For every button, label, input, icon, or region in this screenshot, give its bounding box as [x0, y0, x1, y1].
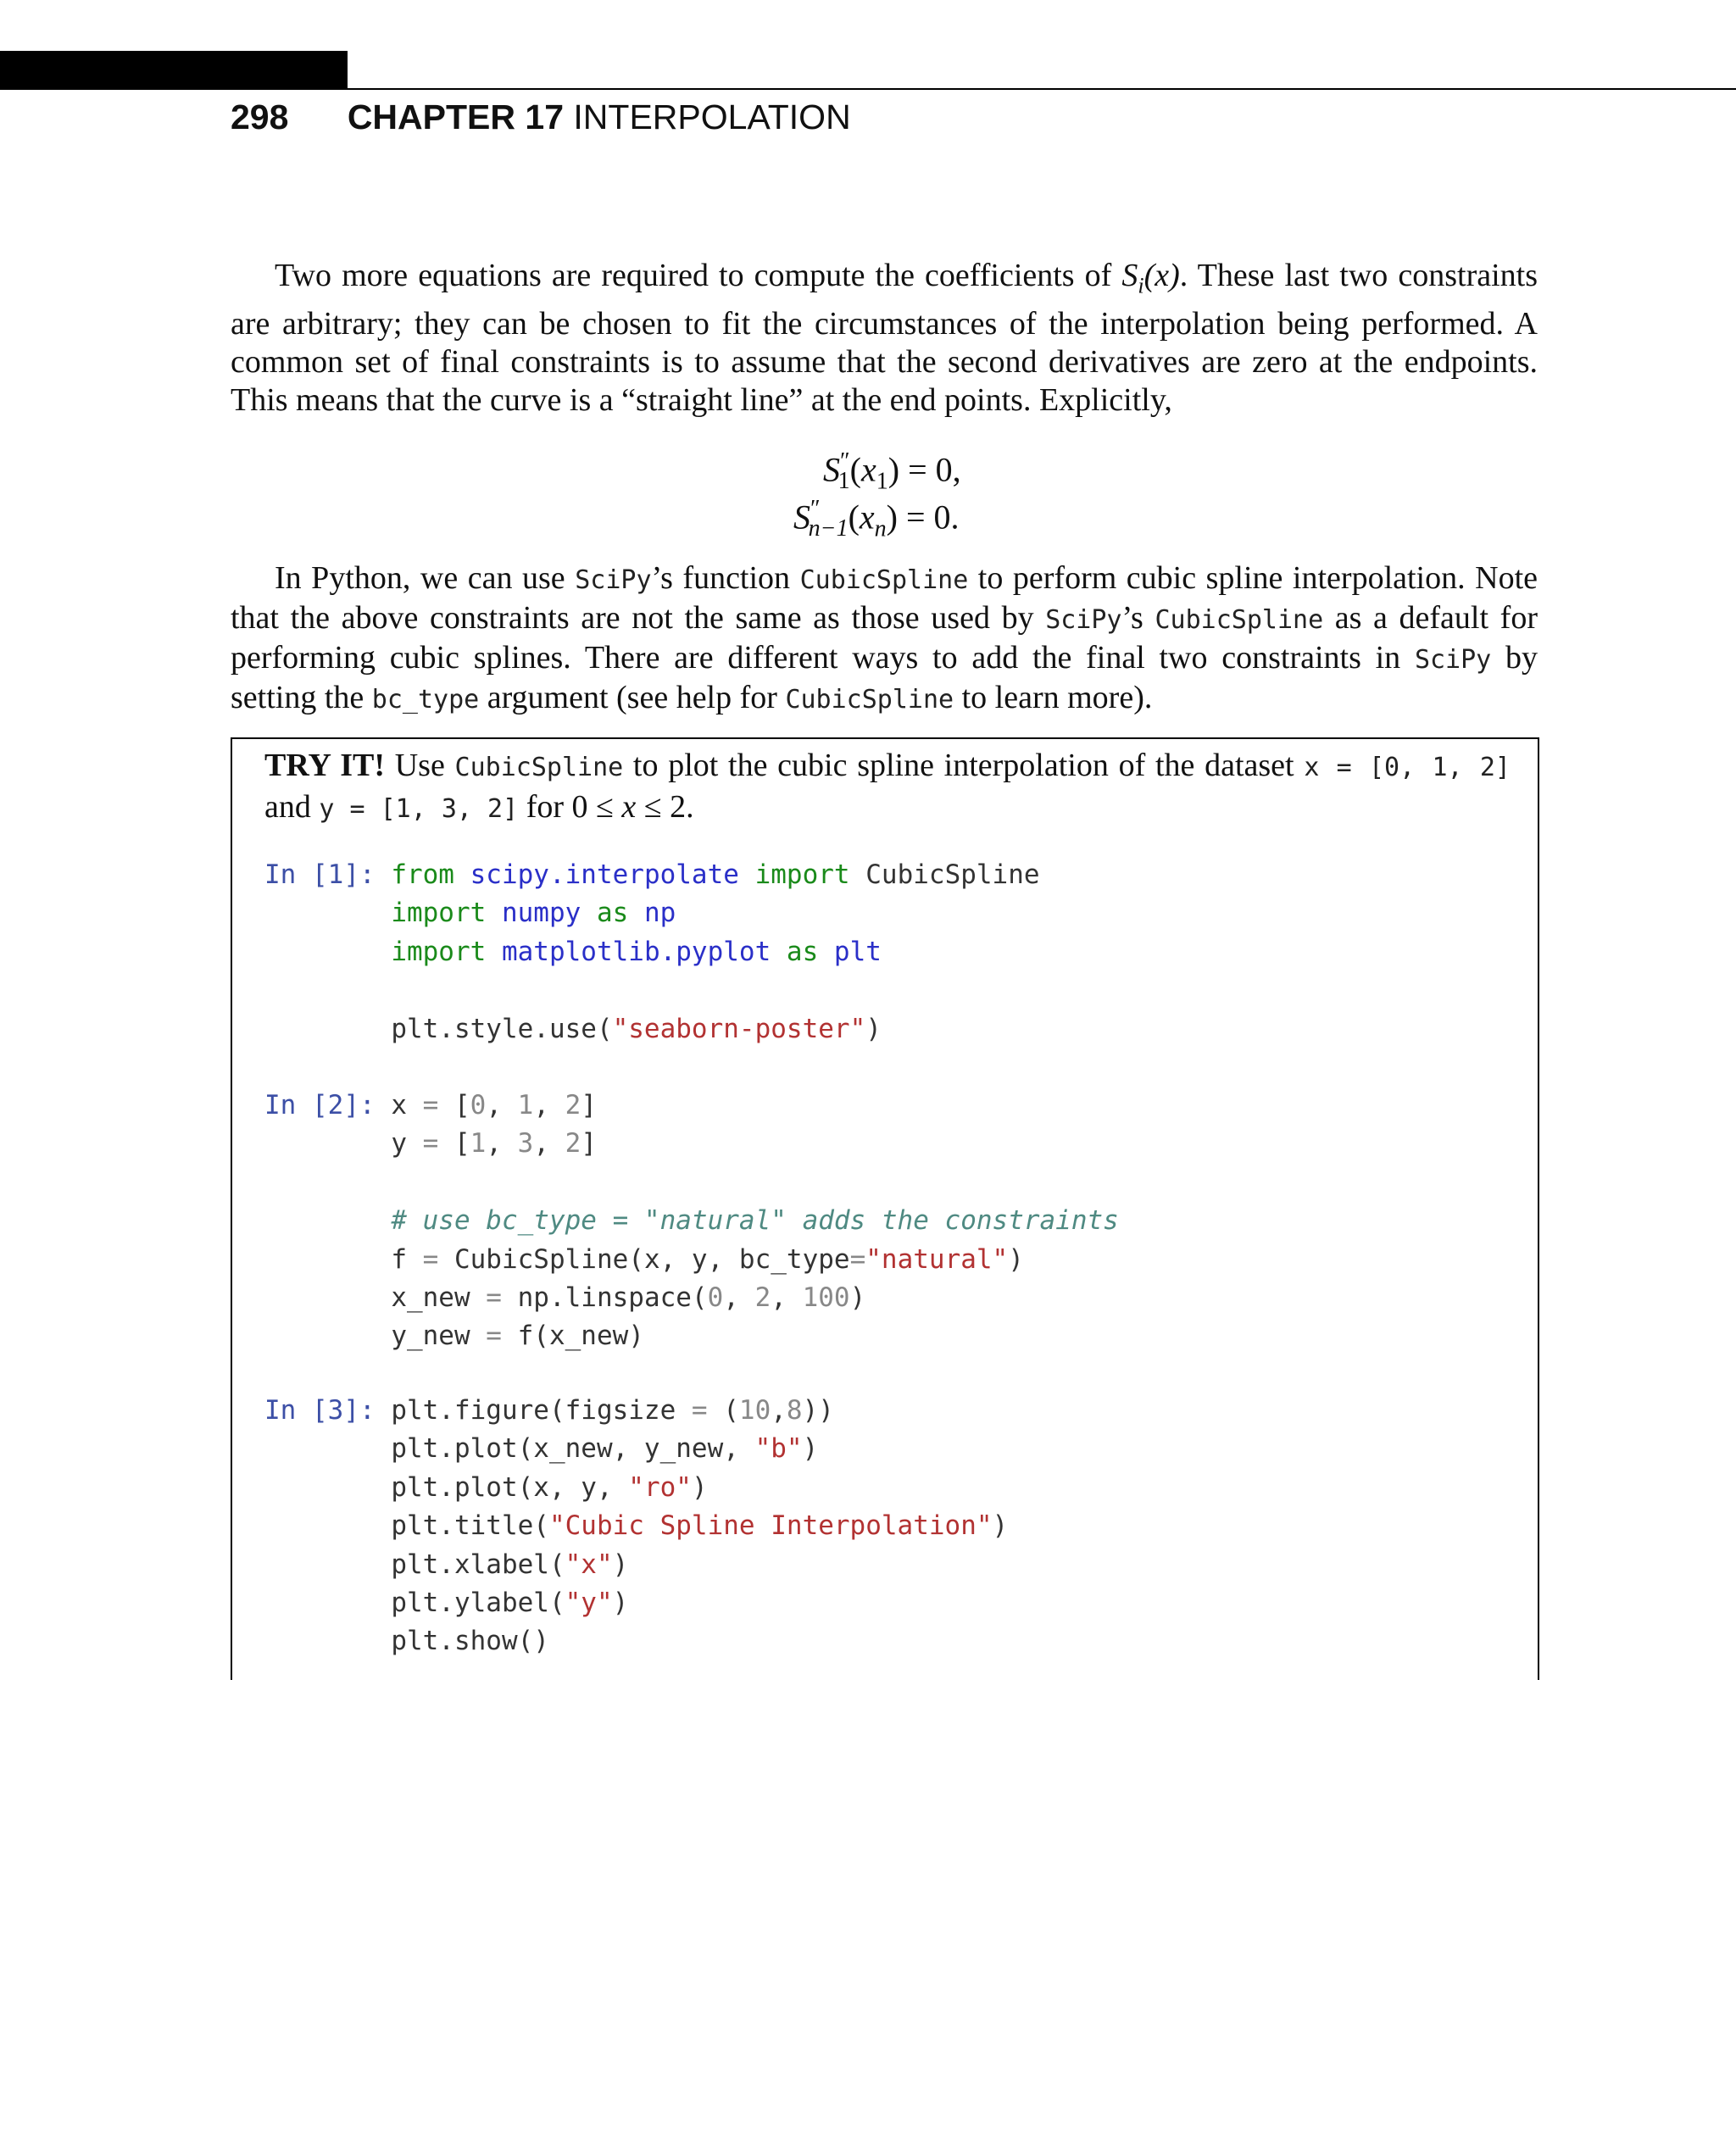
math-s: S	[1121, 258, 1138, 293]
inline-code: bc_type	[371, 685, 480, 715]
header-rule	[348, 88, 1736, 90]
inline-code: CubicSpline	[454, 753, 624, 782]
try-it-fragment: ≤ 2.	[636, 789, 694, 825]
code-token: plt.xlabel(	[391, 1549, 565, 1580]
eq2-xsub: n	[874, 515, 887, 542]
code-token: 2	[754, 1282, 771, 1314]
code-token: 1	[517, 1090, 534, 1121]
paragraph-text: argument (see help for	[479, 680, 786, 715]
paragraph-text: by setting the	[231, 640, 1538, 715]
code-token: =	[486, 1282, 502, 1314]
eq2-s: S	[793, 498, 810, 537]
try-it-box	[231, 737, 1539, 1680]
code-token: )	[612, 1549, 629, 1580]
code-token: numpy	[501, 898, 581, 929]
eq1-sub: 1	[837, 468, 850, 495]
code-token: ,	[723, 1282, 755, 1314]
code-token: plt.title(	[391, 1510, 549, 1542]
code-token: =	[849, 1243, 866, 1275]
running-header	[231, 93, 851, 141]
code-token: y	[391, 1128, 423, 1159]
code-token: 100	[802, 1282, 850, 1314]
code-token: )	[802, 1433, 819, 1465]
inline-code: CubicSpline	[1155, 605, 1324, 635]
paragraph-text: ’s	[1121, 600, 1155, 636]
eq2-prime: ″	[810, 496, 821, 522]
code-token: plt.figure(figsize	[391, 1395, 692, 1426]
code-token: =	[486, 1321, 502, 1352]
code-token: ,	[486, 1128, 518, 1159]
paragraph-text: as a default for performing cubic splines. There are different ways to add the final two constraints in	[231, 600, 1538, 676]
inline-code: SciPy	[1414, 645, 1492, 675]
code-token: 0	[707, 1282, 724, 1314]
eq2-x: x	[859, 498, 875, 537]
page-number: 298	[231, 97, 289, 136]
code-token: 0	[470, 1090, 487, 1121]
inline-code: CubicSpline	[785, 685, 954, 715]
code-token: np	[643, 898, 676, 929]
code-token: ,	[533, 1090, 565, 1121]
code-token: [	[438, 1090, 470, 1121]
paragraph-text: ’s function	[651, 560, 800, 596]
code-token: plt.plot(x, y,	[391, 1471, 629, 1503]
code-token: plt.style.use(	[391, 1013, 613, 1044]
code-token: 2	[565, 1090, 581, 1121]
code-token: import	[391, 936, 487, 967]
code-token: ))	[802, 1395, 834, 1426]
code-cell-3	[264, 1392, 1008, 1661]
code-token: CubicSpline(x, y, bc_type	[438, 1243, 850, 1275]
paragraph-python	[231, 559, 1538, 719]
code-token: "b"	[754, 1433, 803, 1465]
try-it-fragment: and	[264, 789, 320, 825]
math-x: x	[621, 789, 637, 825]
code-token: 10	[738, 1395, 771, 1426]
paragraph-text: . These last two constraints are arbitrary; they can be chosen to fit the circumstances of the interpolation being performed. A common set of final constraints is to assume that the second derivatives are zero at the endpoints. This means that the curve is a “straight line” at the end points. Explicitly,	[231, 258, 1538, 418]
eq2-sub: n−1	[808, 515, 849, 542]
cell-prompt: In [2]:	[264, 1090, 392, 1121]
code-token: as	[786, 936, 819, 967]
paragraph-constraints	[231, 257, 1538, 420]
eq1-s: S	[823, 450, 840, 489]
paragraph-text: to learn more).	[954, 680, 1153, 715]
inline-code: SciPy	[1045, 605, 1122, 635]
code-token: 2	[565, 1128, 581, 1159]
header-black-bar	[0, 51, 348, 90]
code-token: 8	[786, 1395, 803, 1426]
code-token: plt.plot(x_new, y_new,	[391, 1433, 755, 1465]
code-token: "seaborn-poster"	[612, 1013, 866, 1044]
code-cell-2	[264, 1087, 1119, 1356]
paragraph-text: to perform cubic spline interpolation. Note that the above constraints are not the same as those used by	[231, 560, 1538, 636]
inline-code: SciPy	[575, 565, 652, 595]
code-token: 1	[470, 1128, 487, 1159]
code-token: as	[596, 898, 629, 929]
math-s-arg: (x)	[1143, 258, 1180, 293]
code-comment: # use bc_type = "natural" adds the constraints	[391, 1205, 1119, 1237]
code-token: 3	[517, 1128, 534, 1159]
code-cell-1	[264, 856, 1040, 1048]
code-token: from	[391, 859, 454, 890]
code-token: ,	[486, 1090, 518, 1121]
code-token: plt.show()	[391, 1626, 549, 1657]
code-token: f(x_new)	[501, 1321, 644, 1352]
code-token: )	[1008, 1243, 1024, 1275]
code-token: =	[422, 1090, 439, 1121]
eq1-rhs: = 0,	[908, 450, 961, 489]
code-token: )	[992, 1510, 1009, 1542]
paragraph-text: In Python, we can use	[275, 560, 576, 596]
code-token: scipy.interpolate	[470, 859, 739, 890]
code-token: )	[865, 1013, 882, 1044]
code-token: ]	[581, 1128, 597, 1159]
try-it-label: TRY IT!	[264, 748, 385, 783]
try-it-fragment: Use	[385, 748, 455, 783]
code-token: "Cubic Spline Interpolation"	[548, 1510, 993, 1542]
code-token: [	[438, 1128, 470, 1159]
equation-2: $S''_{n-1}(x_n) = 0$.	[793, 496, 960, 542]
code-token: x_new	[391, 1282, 487, 1314]
code-token: ,	[533, 1128, 565, 1159]
try-it-text	[264, 746, 1511, 829]
math-s-subscript: i	[1138, 273, 1144, 298]
code-token: ,	[771, 1395, 787, 1426]
try-it-fragment: to plot the cubic spline interpolation of the dataset	[623, 748, 1305, 783]
eq1-xsub: 1	[876, 468, 888, 495]
code-token: plt	[833, 936, 882, 967]
try-it-fragment: for 0 ≤	[518, 789, 622, 825]
code-token: "natural"	[865, 1243, 1009, 1275]
code-token: (	[707, 1395, 739, 1426]
code-token: f	[391, 1243, 423, 1275]
code-token: )	[849, 1282, 866, 1314]
code-token: matplotlib.pyplot	[501, 936, 771, 967]
code-token: ]	[581, 1090, 597, 1121]
code-token: =	[422, 1243, 439, 1275]
inline-code: CubicSpline	[799, 565, 969, 595]
code-token: ,	[771, 1282, 803, 1314]
code-token: x	[391, 1090, 423, 1121]
code-token: "y"	[565, 1588, 613, 1619]
inline-code: y = [1, 3, 2]	[319, 794, 519, 824]
cell-prompt: In [3]:	[264, 1395, 392, 1426]
eq1-prime: ″	[840, 448, 850, 475]
eq1-x: x	[861, 450, 876, 489]
code-token: )	[612, 1588, 629, 1619]
code-token: =	[691, 1395, 708, 1426]
chapter-title: INTERPOLATION	[573, 97, 851, 136]
code-token: y_new	[391, 1321, 487, 1352]
code-token: plt.ylabel(	[391, 1588, 565, 1619]
code-token: import	[391, 898, 487, 929]
code-token: CubicSpline	[865, 859, 1040, 890]
code-token: )	[691, 1471, 708, 1503]
cell-prompt: In [1]:	[264, 859, 392, 890]
inline-code: x = [0, 1, 2]	[1304, 753, 1511, 782]
code-token: "x"	[565, 1549, 613, 1580]
paragraph-text: Two more equations are required to compute the coefficients of	[275, 258, 1122, 293]
eq2-rhs: = 0.	[906, 498, 960, 537]
code-token: "ro"	[628, 1471, 692, 1503]
code-token: np.linspace(	[501, 1282, 708, 1314]
code-token: import	[754, 859, 850, 890]
equation-1: $S''_1(x_1) = 0$,	[823, 448, 961, 495]
chapter-label: CHAPTER 17	[347, 97, 564, 136]
code-token: =	[422, 1128, 439, 1159]
